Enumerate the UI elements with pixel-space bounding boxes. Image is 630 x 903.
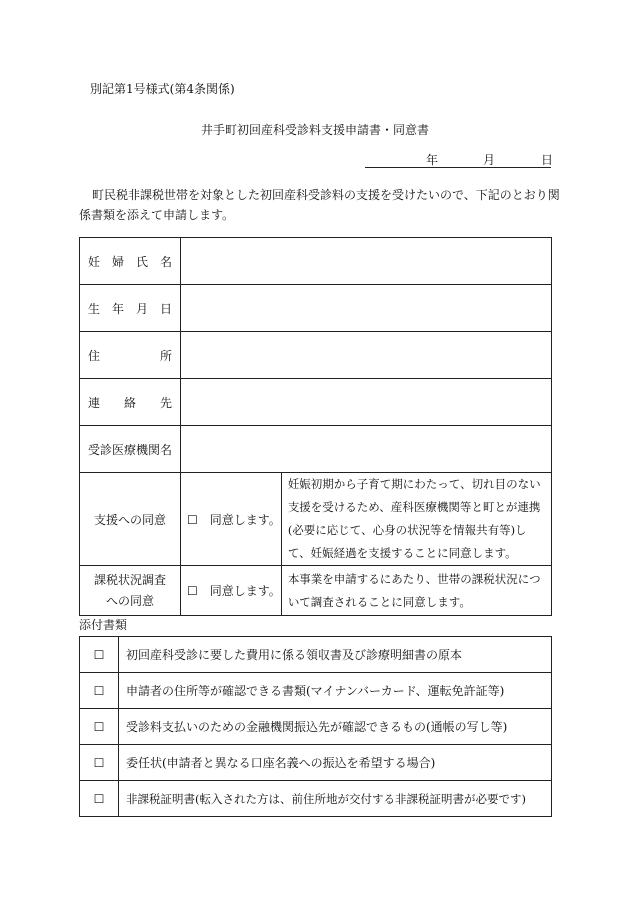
label-contact: 連 絡 先 [88,395,172,410]
clinic-field[interactable] [181,426,552,473]
label-address: 住 所 [88,348,172,363]
attachment-checkbox[interactable]: ☐ [80,781,119,817]
intro-line-1: 町民税非課税世帯を対象とした初回産科受診料の支援を受けたいので、下記のとおり関 [92,188,560,202]
intro-line-2: 係書類を添えて申請します。 [79,208,235,222]
field-row-contact [80,379,552,426]
attachment-checkbox[interactable]: ☐ [80,709,119,745]
consent-tax-text: 本事業を申請するにあたり、世帯の課税状況について調査されることに同意します。 [281,566,551,616]
attachment-checkbox[interactable]: ☐ [80,637,119,673]
attachment-checkbox[interactable]: ☐ [80,745,119,781]
consent-support-row [80,473,552,566]
date-year: 年 [426,153,439,167]
consent-support-label: 支援への同意 [80,473,181,566]
attachments-table [79,636,552,817]
attachment-row [80,709,552,745]
address-field[interactable] [181,332,552,379]
label-pregnant-name: 妊 婦 氏 名 [88,254,172,269]
attachment-text: 初回産科受診に要した費用に係る領収書及び診療明細書の原本 [119,637,552,673]
attachment-row [80,781,552,817]
consent-tax-label-line-1: 課税状況調査 [93,572,166,587]
consent-tax-checkbox[interactable]: ☐ 同意します。 [181,566,282,616]
date-day: 日 [541,153,554,167]
birthdate-field[interactable] [181,285,552,332]
label-clinic: 受診医療機関名 [80,426,181,473]
attachment-text: 申請者の住所等が確認できる書類(マイナンバーカード、運転免許証等) [119,673,552,709]
field-row-clinic [80,426,552,473]
contact-field[interactable] [181,379,552,426]
consent-support-checkbox[interactable]: ☐ 同意します。 [181,473,282,566]
consent-tax-label [80,566,181,616]
field-row-birthdate [80,285,552,332]
attachment-text: 受診料支払いのための金融機関振込先が確認できるもの(通帳の写し等) [119,709,552,745]
field-row-address [80,332,552,379]
attachment-text: 委任状(申請者と異なる口座名義への振込を希望する場合) [119,745,552,781]
consent-tax-row [80,566,552,616]
date-month: 月 [483,153,496,167]
attachment-checkbox[interactable]: ☐ [80,673,119,709]
consent-tax-label-line-2: への同意 [105,593,154,608]
form-id: 別記第1号様式(第4条関係) [90,82,235,96]
page-title: 井手町初回産科受診料支援申請書・同意書 [200,123,429,137]
field-row-name [80,238,552,285]
attachment-row [80,745,552,781]
label-birthdate: 生 年 月 日 [88,301,172,316]
pregnant-name-field[interactable] [181,238,552,285]
attachment-row [80,637,552,673]
application-table [79,237,552,616]
consent-support-text: 妊娠初期から子育て期にわたって、切れ目のない支援を受けるため、産科医療機関等と町とが連携(必要に応じて、心身の状況等を情報共有等)して、妊娠経過を支援することに同意します。 [281,473,551,566]
date-underline [365,167,551,168]
attachments-heading: 添付書類 [79,618,128,632]
attachment-row [80,673,552,709]
attachment-text: 非課税証明書(転入された方は、前住所地が交付する非課税証明書が必要です) [119,781,552,817]
